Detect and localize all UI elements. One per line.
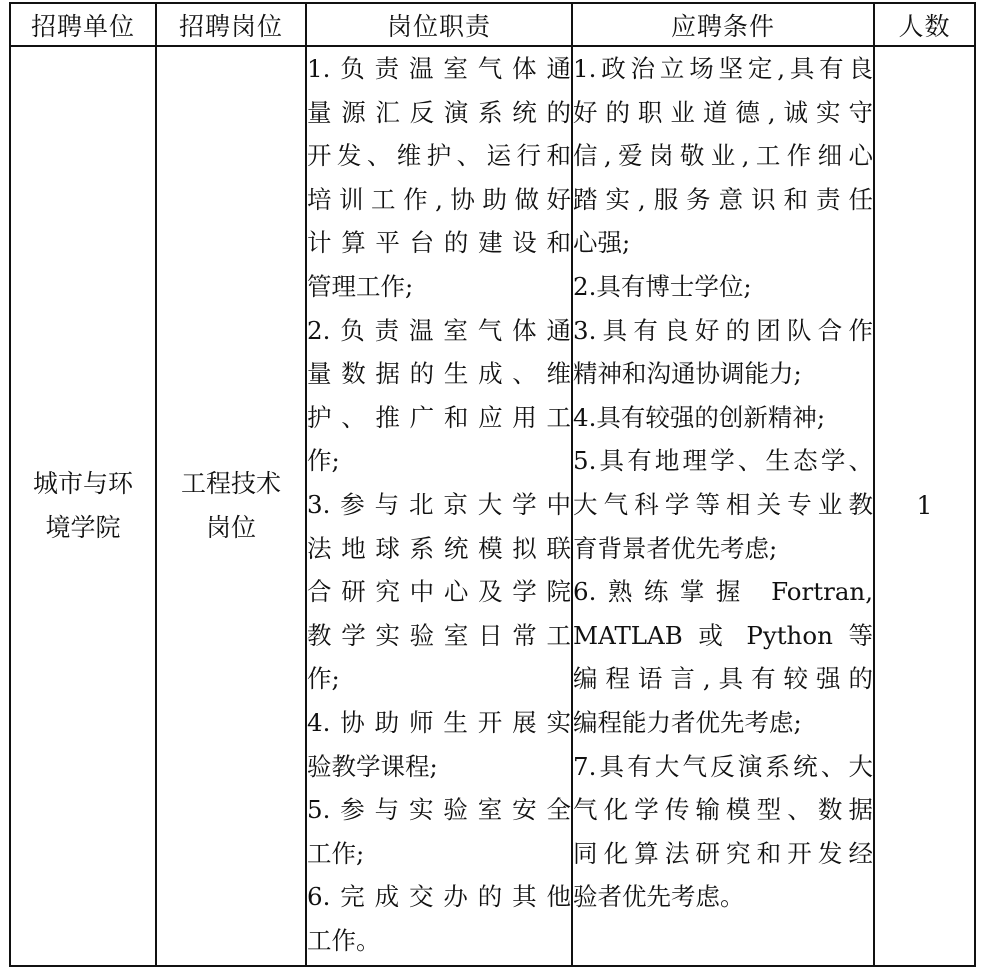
requirements-line: 2.具有博士学位; xyxy=(573,271,752,301)
duties-line: 护、推广和应用工 xyxy=(307,402,571,432)
requirements-line: 心强; xyxy=(573,228,631,258)
requirements-line: 编程能力者优先考虑; xyxy=(573,707,802,737)
table-row xyxy=(10,46,975,966)
count-text: 1 xyxy=(916,491,933,520)
cell-duties xyxy=(306,46,572,966)
header-duties: 岗位职责 xyxy=(306,3,572,46)
duties-line: 工作。 xyxy=(307,925,381,955)
unit-text: 城市与环境学院 xyxy=(32,469,133,542)
duties-line: 4.协助师生开展实 xyxy=(307,707,571,737)
duties-line: 培训工作,协助做好 xyxy=(307,184,571,214)
requirements-line: 6.熟练掌握 Fortran, xyxy=(573,577,873,607)
duties-line: 管理工作; xyxy=(307,271,414,301)
requirements-line: 5.具有地理学、生态学、 xyxy=(573,446,873,476)
duties-list xyxy=(307,47,571,962)
requirements-line: 精神和沟通协调能力; xyxy=(573,359,802,389)
duties-line: 1.负责温室气体通 xyxy=(307,54,571,83)
requirements-line: 育背景者优先考虑; xyxy=(573,533,778,563)
recruitment-table xyxy=(9,2,976,967)
requirements-line: 好的职业道德,诚实守 xyxy=(573,97,873,127)
cell-position xyxy=(156,46,306,966)
duties-line: 5.参与实验室安全 xyxy=(307,795,571,825)
duties-line: 计算平台的建设和 xyxy=(307,228,571,258)
header-count: 人数 xyxy=(874,3,975,46)
duties-line: 法地球系统模拟联 xyxy=(307,533,571,563)
requirements-line: 验者优先考虑。 xyxy=(573,882,745,912)
duties-line: 合研究中心及学院 xyxy=(307,577,571,607)
requirements-list xyxy=(573,47,873,919)
requirements-line: MATLAB 或 Python 等 xyxy=(573,620,873,650)
duties-line: 验教学课程; xyxy=(307,751,438,781)
table-header-row xyxy=(10,3,975,46)
duties-line: 教学实验室日常工 xyxy=(307,620,571,650)
requirements-line: 大气科学等相关专业教 xyxy=(573,489,873,519)
header-unit: 招聘单位 xyxy=(10,3,156,46)
duties-line: 作; xyxy=(307,664,340,694)
duties-line: 量数据的生成、维 xyxy=(307,359,571,389)
cell-count xyxy=(874,46,975,966)
requirements-line: 气化学传输模型、数据 xyxy=(573,795,873,825)
duties-line: 3.参与北京大学中 xyxy=(307,489,571,519)
duties-line: 6.完成交办的其他 xyxy=(307,882,571,912)
requirements-line: 7.具有大气反演系统、大 xyxy=(573,751,873,781)
requirements-line: 1.政治立场坚定,具有良 xyxy=(573,54,873,83)
position-text: 工程技术岗位 xyxy=(180,469,281,542)
header-requirements: 应聘条件 xyxy=(572,3,874,46)
duties-line: 2.负责温室气体通 xyxy=(307,315,571,345)
requirements-line: 踏实,服务意识和责任 xyxy=(573,184,873,214)
requirements-line: 编程语言,具有较强的 xyxy=(573,664,873,694)
duties-line: 开发、维护、运行和 xyxy=(307,141,571,171)
requirements-line: 信,爱岗敬业,工作细心 xyxy=(573,141,873,171)
header-position: 招聘岗位 xyxy=(156,3,306,46)
cell-requirements xyxy=(572,46,874,966)
duties-line: 作; xyxy=(307,446,340,476)
duties-line: 量源汇反演系统的 xyxy=(307,97,571,127)
requirements-line: 4.具有较强的创新精神; xyxy=(573,402,826,432)
requirements-line: 同化算法研究和开发经 xyxy=(573,838,873,868)
cell-unit xyxy=(10,46,156,966)
requirements-line: 3.具有良好的团队合作 xyxy=(573,315,873,345)
duties-line: 工作; xyxy=(307,838,365,868)
